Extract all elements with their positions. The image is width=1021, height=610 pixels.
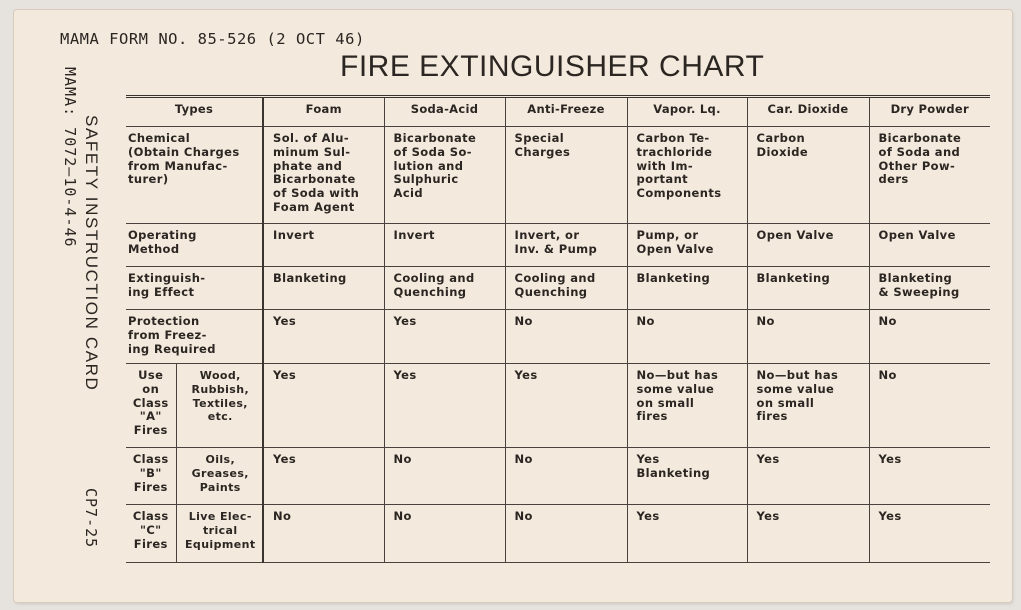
table-row [126, 505, 990, 563]
table-cell: Sol. of Alu- minum Sul- phate and Bicarbonate of Soda with Foam Agent [263, 127, 384, 224]
table-cell: Yes [505, 364, 627, 448]
row-label-class-a: Use on Class "A" Fires [126, 364, 176, 448]
table-cell: Blanketing [263, 267, 384, 310]
row-sublabel-class-a: Wood, Rubbish, Textiles, etc. [176, 364, 263, 448]
table-cell: Yes [747, 448, 869, 505]
table-row [126, 267, 990, 310]
row-label-operating-method: Operating Method [126, 224, 263, 267]
table-cell: No [384, 505, 505, 563]
table-cell: No—but has some value on small fires [627, 364, 747, 448]
table-cell: Yes [627, 505, 747, 563]
table-cell: Cooling and Quenching [384, 267, 505, 310]
table-cell: Invert, or Inv. & Pump [505, 224, 627, 267]
column-header-soda-acid: Soda-Acid [384, 97, 505, 127]
table-cell: No—but has some value on small fires [747, 364, 869, 448]
chart-title: FIRE EXTINGUISHER CHART [340, 50, 765, 83]
extinguisher-table [126, 95, 990, 563]
row-label-class-c: Class "C" Fires [126, 505, 176, 563]
card-code: CP7-25 [82, 488, 100, 549]
row-label-class-b: Class "B" Fires [126, 448, 176, 505]
table-cell: No [747, 310, 869, 364]
form-number: MAMA FORM NO. 85-526 (2 OCT 46) [60, 30, 365, 48]
table-cell: Yes Blanketing [627, 448, 747, 505]
table-cell: Carbon Dioxide [747, 127, 869, 224]
card-title: SAFETY INSTRUCTION CARD [82, 115, 101, 392]
row-label-extinguishing-effect: Extinguish- ing Effect [126, 267, 263, 310]
table-cell: Cooling and Quenching [505, 267, 627, 310]
table-cell: No [627, 310, 747, 364]
table-cell: Blanketing & Sweeping [869, 267, 990, 310]
table-cell: Pump, or Open Valve [627, 224, 747, 267]
table-cell: Invert [384, 224, 505, 267]
table-cell: Carbon Te- trachloride with Im- portant Components [627, 127, 747, 224]
table-cell: No [869, 364, 990, 448]
table-cell: Open Valve [747, 224, 869, 267]
table-cell: Yes [869, 505, 990, 563]
row-label-chemical: Chemical (Obtain Charges from Manufac- turer) [126, 127, 263, 224]
instruction-card [14, 10, 1012, 602]
column-header-anti-freeze: Anti-Freeze [505, 97, 627, 127]
table-row [126, 224, 990, 267]
table-cell: Bicarbonate of Soda and Other Pow- ders [869, 127, 990, 224]
table-row [126, 364, 990, 448]
table-cell: No [384, 448, 505, 505]
table-cell: Special Charges [505, 127, 627, 224]
table-cell: No [869, 310, 990, 364]
table-row [126, 127, 990, 224]
table-cell: Blanketing [747, 267, 869, 310]
table-cell: No [263, 505, 384, 563]
table-cell: Yes [263, 364, 384, 448]
table-row [126, 310, 990, 364]
table-cell: Open Valve [869, 224, 990, 267]
table-cell: Blanketing [627, 267, 747, 310]
table-cell: Yes [384, 310, 505, 364]
table-cell: Bicarbonate of Soda So- lution and Sulphuric Acid [384, 127, 505, 224]
types-header: Types [126, 97, 263, 127]
row-sublabel-class-b: Oils, Greases, Paints [176, 448, 263, 505]
row-label-freeze-protection: Protection from Freez- ing Required [126, 310, 263, 364]
table-cell: Yes [747, 505, 869, 563]
mama-number: MAMA: 7072—10-4-46 [61, 67, 79, 248]
table-cell: Yes [263, 448, 384, 505]
row-sublabel-class-c: Live Elec- trical Equipment [176, 505, 263, 563]
column-header-vapor-lq: Vapor. Lq. [627, 97, 747, 127]
table-cell: No [505, 310, 627, 364]
header-row [126, 97, 990, 127]
table-cell: No [505, 448, 627, 505]
table-cell: No [505, 505, 627, 563]
column-header-dry-powder: Dry Powder [869, 97, 990, 127]
column-header-foam: Foam [263, 97, 384, 127]
table-row [126, 448, 990, 505]
table-cell: Yes [263, 310, 384, 364]
column-header-car-dioxide: Car. Dioxide [747, 97, 869, 127]
table-cell: Yes [869, 448, 990, 505]
table-cell: Yes [384, 364, 505, 448]
table-cell: Invert [263, 224, 384, 267]
